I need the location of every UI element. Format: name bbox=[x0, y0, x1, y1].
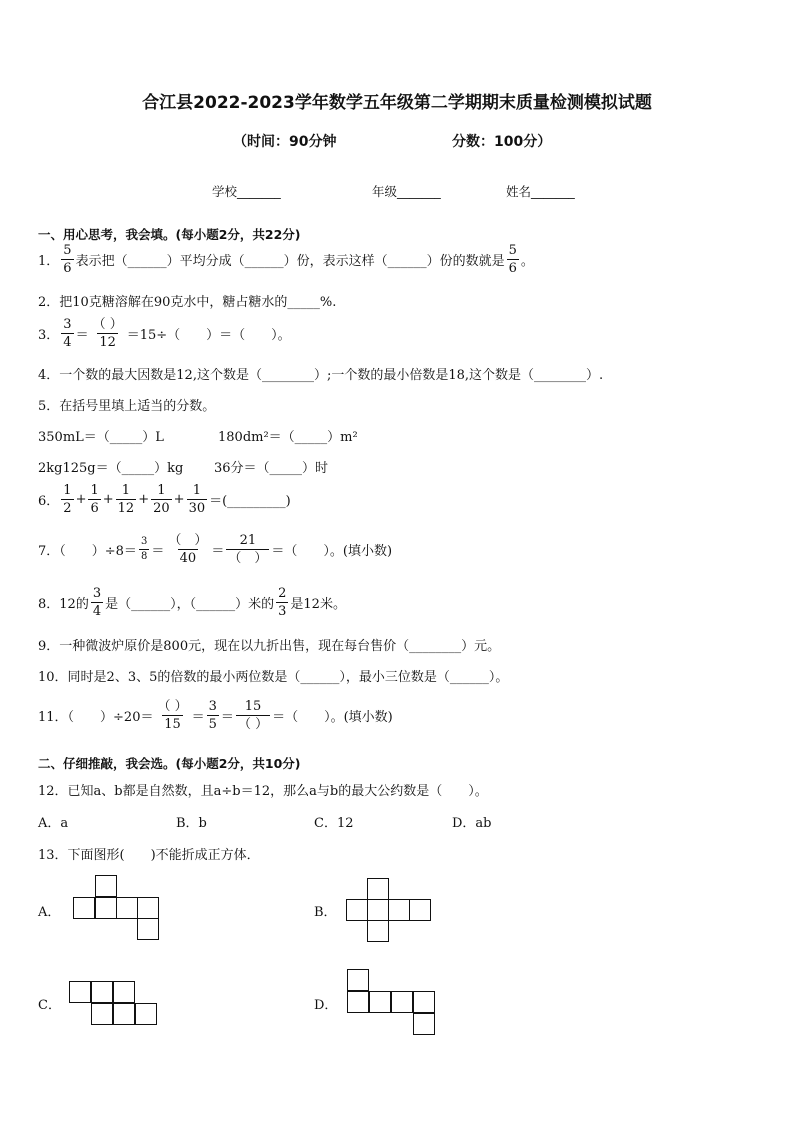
question-4: 4．一个数的最大因数是12,这个数是（________）;一个数的最小倍数是18,这个数是（________）. bbox=[38, 368, 604, 383]
question-7 bbox=[38, 534, 392, 565]
q6-end: ＝(_________) bbox=[209, 494, 291, 509]
q12-option-b[interactable]: B．b bbox=[176, 816, 207, 831]
section-two-heading: 二、仔细推敲，我会选。(每小题2分，共10分) bbox=[38, 756, 301, 771]
q7-fraction-3: $\frac{21}{( )}$ bbox=[228, 533, 268, 566]
q8-prefix: 8．12的 bbox=[38, 597, 89, 612]
section-one-heading: 一、用心思考，我会填。(每小题2分，共22分) bbox=[38, 227, 301, 242]
q6-number: 6． bbox=[38, 494, 60, 509]
q3-rest: ＝15÷（ ）＝（ ）。 bbox=[126, 328, 291, 343]
q1-fraction-2: $\frac{5}{6}$ bbox=[508, 243, 517, 276]
q13-label-c[interactable]: C． bbox=[38, 998, 61, 1013]
q8-end: 是12米。 bbox=[290, 597, 346, 612]
q1-fraction-1: $\frac{5}{6}$ bbox=[63, 243, 72, 276]
q12-option-a[interactable]: A．a bbox=[38, 816, 69, 831]
q8-fraction-2: $\frac{2}{3}$ bbox=[278, 586, 287, 619]
q3-fraction-1: $\frac{3}{4}$ bbox=[63, 317, 72, 350]
question-9: 9．一种微波炉原价是800元，现在以九折出售，现在每台售价（________）元。 bbox=[38, 639, 501, 654]
q7-equals: ＝ bbox=[211, 544, 225, 559]
q6-fraction-5: $\frac{1}{30}$ bbox=[188, 483, 206, 516]
q1-text: 表示把（______）平均分成（______）份，表示这样（______）份的数就是 bbox=[75, 254, 505, 269]
name-field: 姓名_______ bbox=[506, 184, 575, 199]
q3-number: 3． bbox=[38, 328, 60, 343]
q13-label-d[interactable]: D． bbox=[314, 998, 338, 1013]
q7-fraction-1: $\frac{3}{8}$ bbox=[140, 536, 148, 562]
q1-number: 1． bbox=[38, 254, 60, 269]
q11-prefix: 11．（ ）÷20＝ bbox=[38, 710, 154, 725]
q11-fraction-2: $\frac{3}{5}$ bbox=[208, 699, 217, 732]
q1-end: 。 bbox=[520, 254, 534, 269]
q8-fraction-1: $\frac{3}{4}$ bbox=[92, 586, 102, 619]
question-2: 2．把10克糖溶解在90克水中，糖占糖水的_____%. bbox=[38, 295, 337, 310]
q12-option-d[interactable]: D．ab bbox=[452, 816, 492, 831]
question-11 bbox=[38, 700, 393, 731]
grade-field: 年级_______ bbox=[372, 184, 441, 199]
q7-equals: ＝ bbox=[151, 544, 165, 559]
q8-middle: 是（______），（______）米的 bbox=[105, 597, 275, 612]
q11-equals: ＝ bbox=[191, 710, 205, 725]
q11-equals: ＝ bbox=[220, 710, 234, 725]
q3-equals: ＝ bbox=[75, 328, 89, 343]
q6-fraction-3: $\frac{1}{12}$ bbox=[117, 483, 135, 516]
q11-end: ＝（ ）。(填小数) bbox=[272, 710, 393, 725]
question-3 bbox=[38, 318, 291, 349]
q5-item-b: 180dm²＝（_____）m² bbox=[218, 430, 358, 445]
q6-fraction-1: $\frac{1}{2}$ bbox=[63, 483, 72, 516]
exam-score: 分数：100分） bbox=[452, 134, 552, 150]
q5-item-c: 2kg125g＝（_____）kg bbox=[38, 461, 184, 476]
question-6 bbox=[38, 484, 291, 515]
q11-fraction-3: $\frac{15}{( )}$ bbox=[237, 699, 269, 732]
exam-time: （时间：90分钟 bbox=[233, 134, 337, 150]
q13-label-a[interactable]: A． bbox=[38, 905, 61, 920]
question-13: 13．下面图形( )不能折成正方体． bbox=[38, 848, 260, 863]
q3-fraction-2: $\frac{( )}{12}$ bbox=[92, 317, 123, 350]
question-8 bbox=[38, 587, 346, 618]
q12-option-c[interactable]: C．12 bbox=[314, 816, 354, 831]
question-5: 5．在括号里填上适当的分数。 bbox=[38, 399, 216, 414]
q6-plus: + bbox=[102, 492, 114, 507]
question-12: 12．已知a、b都是自然数，且a÷b＝12，那么a与b的最大公约数是（ ）。 bbox=[38, 784, 488, 799]
q7-end: ＝（ ）。(填小数) bbox=[271, 544, 393, 559]
q11-fraction-1: $\frac{( )}{15}$ bbox=[157, 699, 188, 732]
q5-item-d: 36分＝（_____）时 bbox=[214, 461, 329, 476]
q7-fraction-2: $\frac{( )}{40}$ bbox=[168, 533, 208, 566]
school-field: 学校_______ bbox=[212, 184, 281, 199]
q7-prefix: 7．（ ）÷8＝ bbox=[38, 544, 137, 559]
question-1 bbox=[38, 244, 534, 275]
q13-label-b[interactable]: B． bbox=[314, 905, 337, 920]
q6-fraction-2: $\frac{1}{6}$ bbox=[90, 483, 99, 516]
exam-title: 合江县2022-2023学年数学五年级第二学期期末质量检测模拟试题 bbox=[142, 93, 652, 113]
q5-item-a: 350mL＝（_____）L bbox=[38, 430, 164, 445]
q6-plus: + bbox=[138, 492, 150, 507]
question-10: 10．同时是2、3、5的倍数的最小两位数是（______），最小三位数是（______）。 bbox=[38, 670, 509, 685]
q6-fraction-4: $\frac{1}{20}$ bbox=[153, 483, 170, 516]
q6-plus: + bbox=[75, 492, 87, 507]
q6-plus: + bbox=[173, 492, 185, 507]
